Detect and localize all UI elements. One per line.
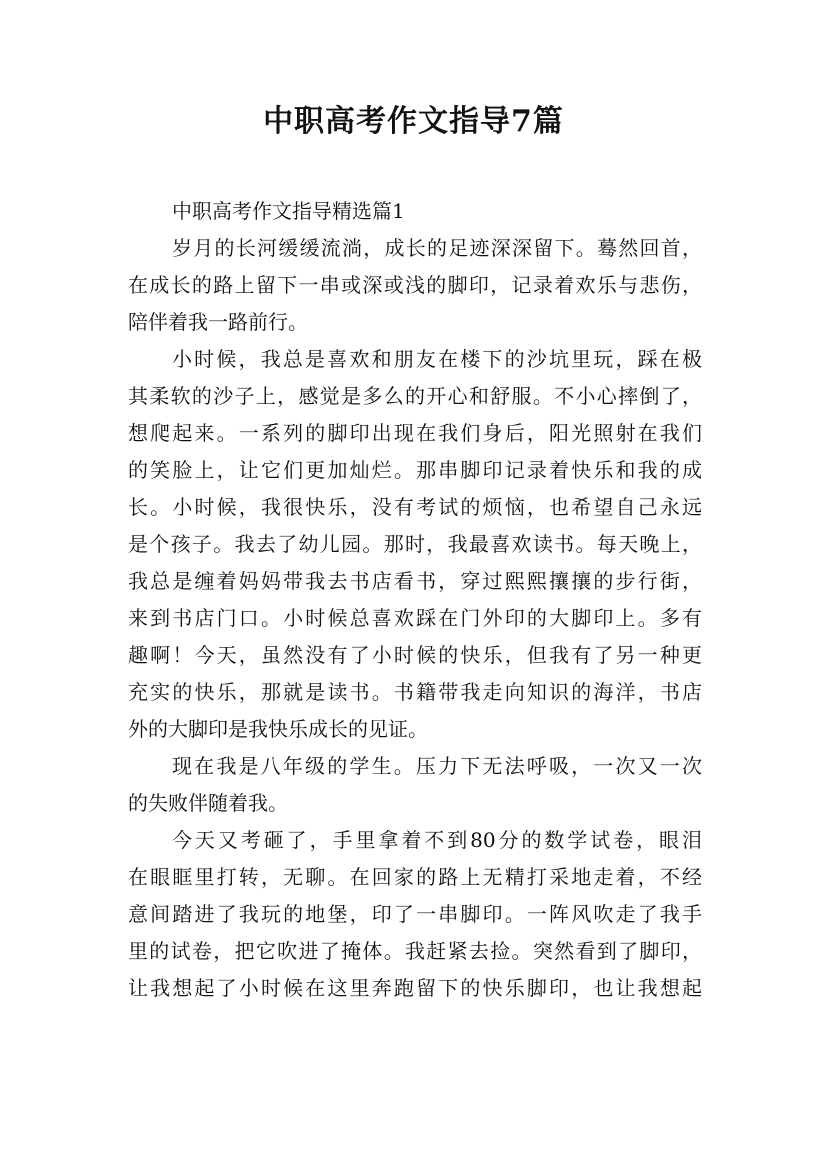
- text-line: 趣啊！今天，虽然没有了小时候的快乐，但我有了另一种更: [128, 643, 702, 667]
- text-line: 岁月的长河缓缓流淌，成长的足迹深深留下。蓦然回首，: [172, 236, 702, 260]
- text-line: 其柔软的沙子上，感觉是多么的开心和舒服。不小心摔倒了，: [128, 384, 702, 408]
- text-line: 长。小时候，我很快乐，没有考试的烦恼，也希望自己永远: [128, 495, 702, 519]
- text-line: 意间踏进了我玩的地堡，印了一串脚印。一阵风吹走了我手: [128, 902, 702, 926]
- text-line: 来到书店门口。小时候总喜欢踩在门外印的大脚印上。多有: [128, 606, 702, 630]
- text-line: 陪伴着我一路前行。: [128, 310, 308, 334]
- text-line: 的笑脸上，让它们更加灿烂。那串脚印记录着快乐和我的成: [128, 458, 702, 482]
- text-line: 我总是缠着妈妈带我去书店看书，穿过熙熙攘攘的步行街，: [128, 569, 702, 593]
- text-line: 外的大脚印是我快乐成长的见证。: [128, 717, 428, 741]
- text-line: 的失败伴随着我。: [128, 791, 288, 815]
- text-line: 让我想起了小时候在这里奔跑留下的快乐脚印，也让我想起: [128, 976, 702, 1000]
- paragraph-2: [128, 341, 702, 748]
- paragraph-1: [128, 230, 702, 341]
- document-title: 中职高考作文指导7篇: [263, 104, 564, 139]
- text-line: 里的试卷，把它吹进了掩体。我赶紧去捡。突然看到了脚印，: [128, 939, 702, 963]
- text-line: 是个孩子。我去了幼儿园。那时，我最喜欢读书。每天晚上，: [128, 532, 702, 556]
- section-heading: 中职高考作文指导精选篇1: [172, 199, 405, 223]
- text-line: 在眼眶里打转，无聊。在回家的路上无精打采地走着，不经: [128, 865, 702, 889]
- paragraph-4: [128, 822, 702, 1007]
- text-line: 今天又考砸了，手里拿着不到80分的数学试卷，眼泪: [172, 828, 702, 852]
- text-line: 现在我是八年级的学生。压力下无法呼吸，一次又一次: [172, 754, 702, 778]
- paragraph-3: [128, 748, 702, 822]
- document-body: [128, 192, 702, 1007]
- text-line: 在成长的路上留下一串或深或浅的脚印，记录着欢乐与悲伤，: [128, 273, 702, 297]
- text-line: 小时候，我总是喜欢和朋友在楼下的沙坑里玩，踩在极: [172, 347, 702, 371]
- text-line: 充实的快乐，那就是读书。书籍带我走向知识的海洋，书店: [128, 680, 702, 704]
- text-line: 想爬起来。一系列的脚印出现在我们身后，阳光照射在我们: [128, 421, 702, 445]
